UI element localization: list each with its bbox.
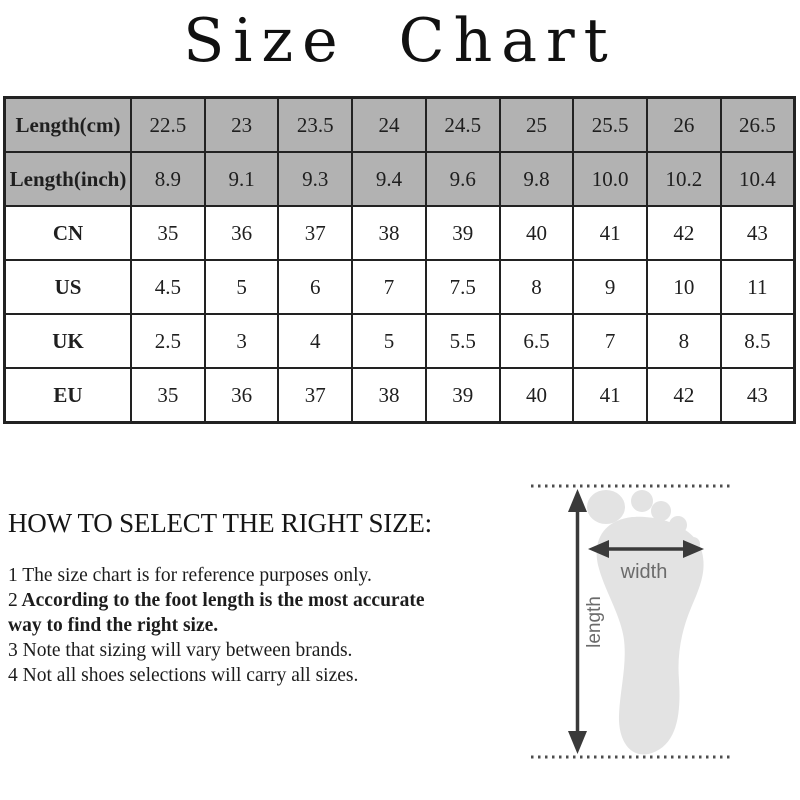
size-cell: 40 [500, 206, 574, 260]
howto-item [8, 638, 426, 663]
size-cell: 10.2 [647, 152, 721, 206]
size-cell: 8 [500, 260, 574, 314]
item-number: 4 [8, 665, 18, 686]
item-text: Not all shoes selections will carry all sizes. [17, 665, 359, 686]
howto-item [8, 588, 426, 638]
item-number: 2 [8, 590, 18, 611]
size-cell: 8.5 [721, 314, 795, 368]
table-row [5, 260, 795, 314]
size-cell: 43 [721, 206, 795, 260]
size-cell: 23 [205, 98, 279, 153]
size-cell: 36 [205, 206, 279, 260]
item-text: According to the foot length is the most accurate way to find the right size. [8, 590, 425, 636]
row-label: CN [5, 206, 132, 260]
howto-item [8, 563, 426, 588]
size-cell: 9.1 [205, 152, 279, 206]
table-row [5, 368, 795, 423]
howto-heading: HOW TO SELECT THE RIGHT SIZE: [8, 508, 432, 538]
size-cell: 9.3 [278, 152, 352, 206]
howto-item [8, 663, 426, 688]
size-table-body [5, 98, 795, 423]
size-cell: 5.5 [426, 314, 500, 368]
size-cell: 36 [205, 368, 279, 423]
size-cell: 5 [205, 260, 279, 314]
howto-list [8, 563, 426, 688]
table-row [5, 314, 795, 368]
size-cell: 7 [573, 314, 647, 368]
size-cell: 24.5 [426, 98, 500, 153]
size-cell: 35 [131, 368, 205, 423]
size-cell: 39 [426, 206, 500, 260]
size-cell: 10.4 [721, 152, 795, 206]
size-cell: 25.5 [573, 98, 647, 153]
size-cell: 37 [278, 206, 352, 260]
size-cell: 39 [426, 368, 500, 423]
item-number: 3 [8, 640, 18, 661]
size-cell: 24 [352, 98, 426, 153]
item-number: 1 [8, 565, 18, 586]
size-cell: 5 [352, 314, 426, 368]
size-cell: 11 [721, 260, 795, 314]
item-text: Note that sizing will vary between brands. [17, 640, 353, 661]
item-text: The size chart is for reference purposes only. [17, 565, 372, 586]
size-cell: 35 [131, 206, 205, 260]
size-cell: 37 [278, 368, 352, 423]
size-cell: 4 [278, 314, 352, 368]
size-cell: 23.5 [278, 98, 352, 153]
size-cell: 9 [573, 260, 647, 314]
width-label: width [620, 561, 668, 583]
size-cell: 42 [647, 206, 721, 260]
table-row [5, 152, 795, 206]
size-cell: 7 [352, 260, 426, 314]
length-label: length [584, 596, 605, 648]
size-cell: 10.0 [573, 152, 647, 206]
size-cell: 6.5 [500, 314, 574, 368]
size-cell: 6 [278, 260, 352, 314]
size-cell: 43 [721, 368, 795, 423]
size-cell: 3 [205, 314, 279, 368]
size-cell: 8 [647, 314, 721, 368]
row-label: UK [5, 314, 132, 368]
size-cell: 8.9 [131, 152, 205, 206]
size-cell: 10 [647, 260, 721, 314]
size-cell: 42 [647, 368, 721, 423]
size-cell: 9.6 [426, 152, 500, 206]
size-cell: 26 [647, 98, 721, 153]
size-cell: 9.4 [352, 152, 426, 206]
size-cell: 40 [500, 368, 574, 423]
size-cell: 2.5 [131, 314, 205, 368]
size-cell: 9.8 [500, 152, 574, 206]
table-row [5, 98, 795, 153]
size-cell: 7.5 [426, 260, 500, 314]
row-label: Length(inch) [5, 152, 132, 206]
row-label: EU [5, 368, 132, 423]
size-cell: 26.5 [721, 98, 795, 153]
size-cell: 38 [352, 206, 426, 260]
size-cell: 22.5 [131, 98, 205, 153]
size-cell: 4.5 [131, 260, 205, 314]
page-title: Size Chart [183, 6, 617, 76]
size-cell: 25 [500, 98, 574, 153]
size-cell: 41 [573, 206, 647, 260]
size-cell: 38 [352, 368, 426, 423]
size-cell: 41 [573, 368, 647, 423]
table-row [5, 206, 795, 260]
foot-measure-diagram [515, 450, 800, 790]
row-label: US [5, 260, 132, 314]
size-table [3, 96, 796, 424]
row-label: Length(cm) [5, 98, 132, 153]
